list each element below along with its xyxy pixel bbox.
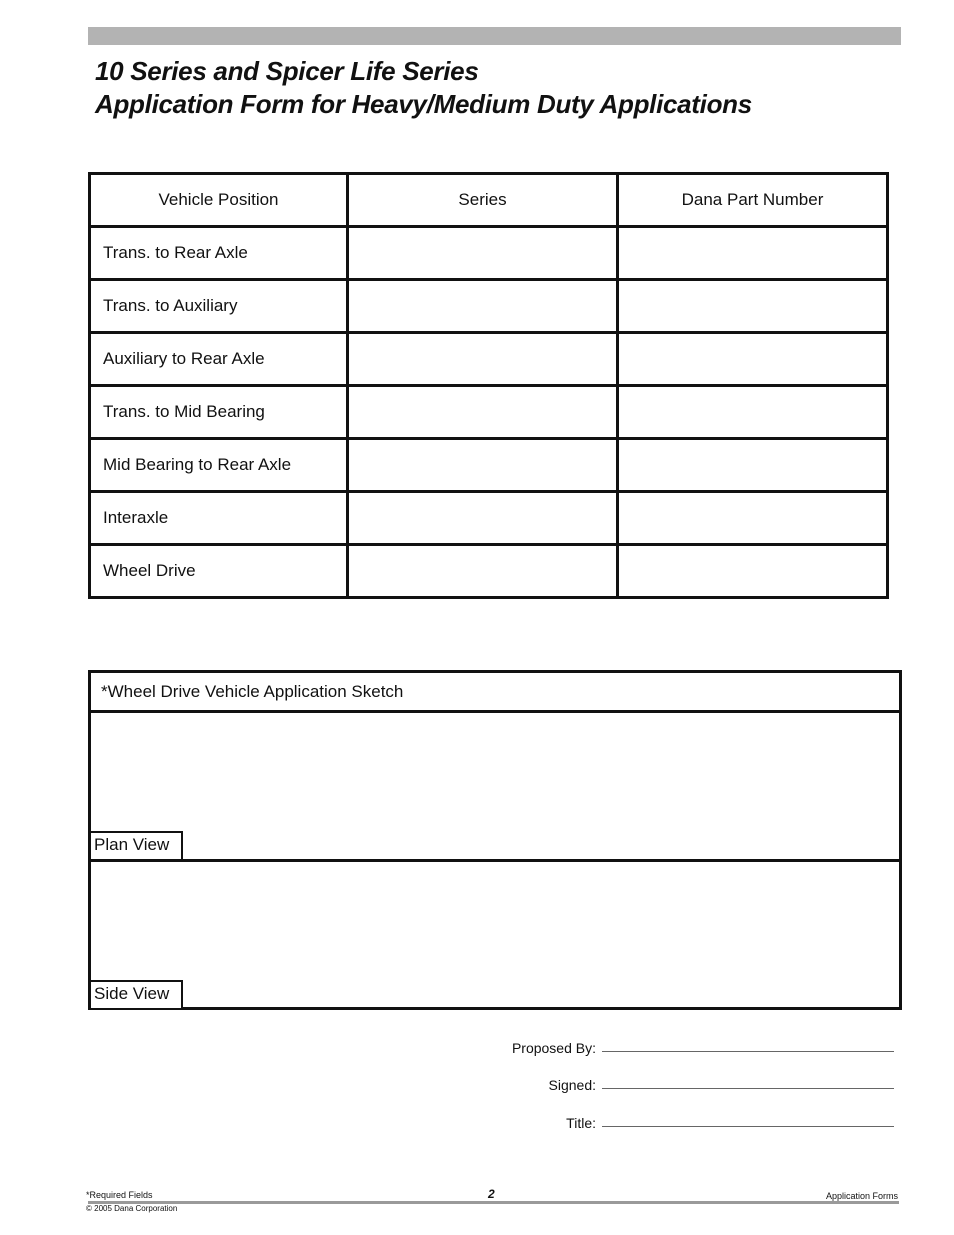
section-name: Application Forms — [825, 1191, 898, 1201]
part-number-field[interactable] — [618, 439, 888, 492]
page-title — [95, 55, 895, 121]
series-field[interactable] — [348, 333, 618, 386]
application-sketch-box — [88, 670, 902, 1010]
table-row — [90, 492, 888, 545]
table-row — [90, 439, 888, 492]
part-number-field[interactable] — [618, 492, 888, 545]
plan-view-area[interactable] — [91, 713, 899, 862]
position-cell: Mid Bearing to Rear Axle — [90, 439, 348, 492]
signed-label: Signed: — [548, 1077, 596, 1093]
part-number-field[interactable] — [618, 386, 888, 439]
table-row — [90, 545, 888, 598]
title-label: Title: — [566, 1115, 596, 1131]
series-field[interactable] — [348, 545, 618, 598]
side-view-area[interactable] — [91, 862, 899, 1008]
series-field[interactable] — [348, 280, 618, 333]
position-cell: Auxiliary to Rear Axle — [90, 333, 348, 386]
signed-field[interactable] — [602, 1088, 894, 1089]
column-header-vehicle-position: Vehicle Position — [90, 174, 348, 227]
sketch-title: *Wheel Drive Vehicle Application Sketch — [91, 673, 899, 713]
position-cell: Wheel Drive — [90, 545, 348, 598]
table-row — [90, 280, 888, 333]
series-field[interactable] — [348, 492, 618, 545]
series-field[interactable] — [348, 386, 618, 439]
series-field[interactable] — [348, 439, 618, 492]
part-number-field[interactable] — [618, 333, 888, 386]
column-header-part-number: Dana Part Number — [618, 174, 888, 227]
part-number-field[interactable] — [618, 545, 888, 598]
table-row — [90, 227, 888, 280]
vehicle-position-table — [88, 172, 889, 599]
header-bar — [88, 27, 901, 45]
position-cell: Trans. to Rear Axle — [90, 227, 348, 280]
footer-divider — [88, 1201, 899, 1204]
table-row — [90, 386, 888, 439]
position-cell: Interaxle — [90, 492, 348, 545]
position-cell: Trans. to Auxiliary — [90, 280, 348, 333]
page-number: 2 — [488, 1187, 495, 1201]
part-number-field[interactable] — [618, 280, 888, 333]
part-number-field[interactable] — [618, 227, 888, 280]
table-row — [90, 333, 888, 386]
proposed-by-field[interactable] — [602, 1051, 894, 1052]
position-cell: Trans. to Mid Bearing — [90, 386, 348, 439]
plan-view-label: Plan View — [91, 831, 183, 859]
table-header-row — [90, 174, 888, 227]
proposed-by-label: Proposed By: — [511, 1040, 596, 1056]
page-title-line-1: 10 Series and Spicer Life Series — [95, 56, 479, 86]
page-title-line-2: Application Form for Heavy/Medium Duty Applications — [95, 89, 752, 119]
side-view-label: Side View — [91, 980, 183, 1008]
copyright: © 2005 Dana Corporation — [86, 1204, 178, 1213]
title-field[interactable] — [602, 1126, 894, 1127]
required-fields-note: *Required Fields — [86, 1190, 153, 1200]
series-field[interactable] — [348, 227, 618, 280]
column-header-series: Series — [348, 174, 618, 227]
